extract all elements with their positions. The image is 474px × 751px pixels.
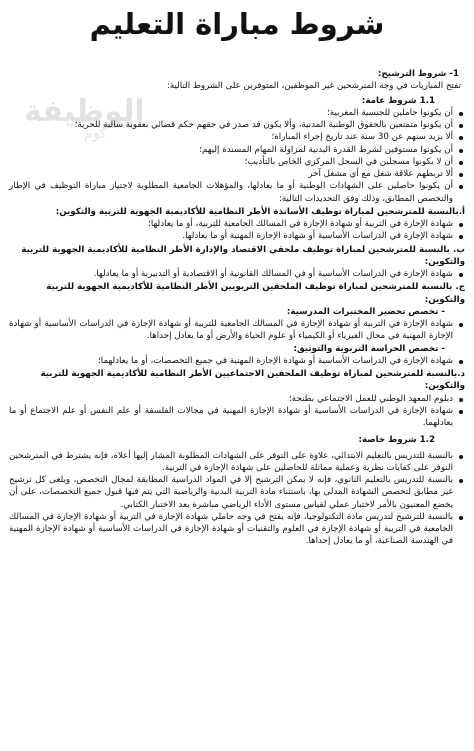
general-condition-item: ألا يزيد سنهم عن 30 سنة عند تاريخ إجراء المباراة؛ [9,131,465,143]
general-condition-item: أن يكونوا حاصلين على الشهادات الوطنية أو ما يعادلها، والمؤهلات الجامعية المطلوبة لاجتياز مباراة التوظيف في الإطار والتخصص المطابق، وذلك وفق التحديدات التالية: [9,180,465,205]
section-b-item: شهادة الإجازة في الدراسات الأساسية أو في المسالك القانونية أو الاقتصادية أو التدبيرية أو ما يعادلها. [9,268,465,280]
section-heading-special: 1.2 شروط خاصة: [358,435,435,446]
general-condition-item: أن يكونوا متمتعين بالحقوق الوطنية المدنية، وألا يكون قد صدر في حقهم حكم قضائي بعقوبة سالبة للحرية؛ [9,119,465,131]
section-d-item: شهادة الإجازة في الدراسات الأساسية أو شهادة الإجازة المهنية في مجالات الفلسفة أو علم النفس أو علم الاجتماع أو ما يعادلهما. [9,405,465,430]
general-condition-item: ألا تربطهم علاقة شغل مع أي مشغل آخر [9,168,465,180]
general-condition-item: أن يكونوا حاملين للجنسية المغربية؛ [9,107,465,119]
section-b-title: ب. بالنسبة للمترشحين لمباراة توظيف ملحقي الاقتصاد والإدارة الأطر النظامية للأكاديمية الجهوية للتربية والتكوين: [21,244,465,267]
section-c-subheading: - تخصص الحراسة التربوية والتوثيق: [293,343,445,354]
special-condition-item: بالنسبة للترشيح لتدريس مادة التكنولوجيا، فإنه يفتح في وجه حاملي شهادة الإجازة في التربية أو شهادة الإجازة في المسالك الجامعية في التربية أو شهادة الإجازة في العلوم والتقنيات أو شهادة الإجازة في الدراسات الأساسية أو شهادة الإجازة المهنية في الهندسة الصناعية، أو ما يعادل إحداها. [9,511,465,548]
general-condition-item: أن لا يكونوا مسجلين في السجل المركزي الخاص بالتأديب؛ [9,156,465,168]
section-a-title: أ.بالنسبة للمترشحين لمباراة توظيف الأساتذة الأطر النظامية للأكاديمية الجهوية للتربية والتكوين: [55,206,465,217]
special-condition-item: بالنسبة للتدريس بالتعليم الثانوي، فإنه لا يمكن الترشيح إلا في المواد الدراسية المطابقة لمجال التخصص، ويلغى كل ترشيح غير مطابق لتخصص الشهادة المدلى بها، باستثناء مادة التربية البدنية والرياضية التي يتم فيها قبول جميع التخصصات، على أن يخضع المعنيون بالأمر لاختبار عملي لقياس مستوى الأداء الرياضي مباشرة بعد الاختبار الكتابي. [9,474,465,511]
section-c-subheading: - تخصص تحضير المختبرات المدرسية: [286,306,445,317]
section-c-title: ج. بالنسبة للمترشحين لمباراة توظيف الملحقين التربويين الأطر النظامية للأكاديمية الجهوية للتربية والتكوين: [46,282,465,305]
section-c-item: شهادة الإجازة في الدراسات الأساسية أو شهادة الإجازة المهنية في جميع التخصصات، أو ما يعادلهما؛ [9,355,465,367]
special-condition-item: بالنسبة للتدريس بالتعليم الابتدائي، علاوة على التوفر على الشهادات المطلوبة المشار إليها أعلاه، فإنه يشترط في المترشحين التوفر على كفايات نظرية وعملية مماثلة للحاصلين على شهادة الإجازة في التربية. [9,450,465,475]
general-condition-item: أن يكونوا مستوفين لشرط القدرة البدنية لمزاولة المهام المسندة إليهم؛ [9,144,465,156]
watermark-text: الوظيفة [24,94,145,129]
section-heading-general: 1.1 شروط عامة: [361,95,435,106]
watermark-subtext: كوم [84,126,107,142]
section-heading-candidacy: 1- شروط الترشيح: [377,69,459,79]
document-body [9,68,465,548]
section-c-item: شهادة الإجازة في التربية أو شهادة الإجازة في المسالك الجامعية للتربية أو شهادة الإجازة في الدراسات الأساسية أو شهادة الإجازة المهنية في مجال الفيزياء أو الكيمياء أو علوم الحياة والأرض أو ما يعادل إحداها. [9,318,465,343]
page-title: شروط مباراة التعليم [89,7,385,41]
section-a-item: شهادة الإجازة في الدراسات الأساسية أو شهادة الإجازة المهنية أو ما يعادلها. [9,230,465,242]
section-d-item: دبلوم المعهد الوطني للعمل الاجتماعي بطنجة؛ [9,393,465,405]
intro-text: تفتح المباريات في وجه المترشحين غير الموظفين، المتوفرين على الشروط التالية: [166,81,461,92]
section-d-title: د.بالنسبة للمترشحين لمباراة توظيف الملحقين الاجتماعيين الأطر النظامية للأكاديمية الجهوية للتربية والتكوين: [40,369,465,392]
section-a-item: شهادة الإجازة في التربية أو شهادة الإجازة في المسالك الجامعية للتربية، أو ما يعادلها؛ [9,218,465,230]
